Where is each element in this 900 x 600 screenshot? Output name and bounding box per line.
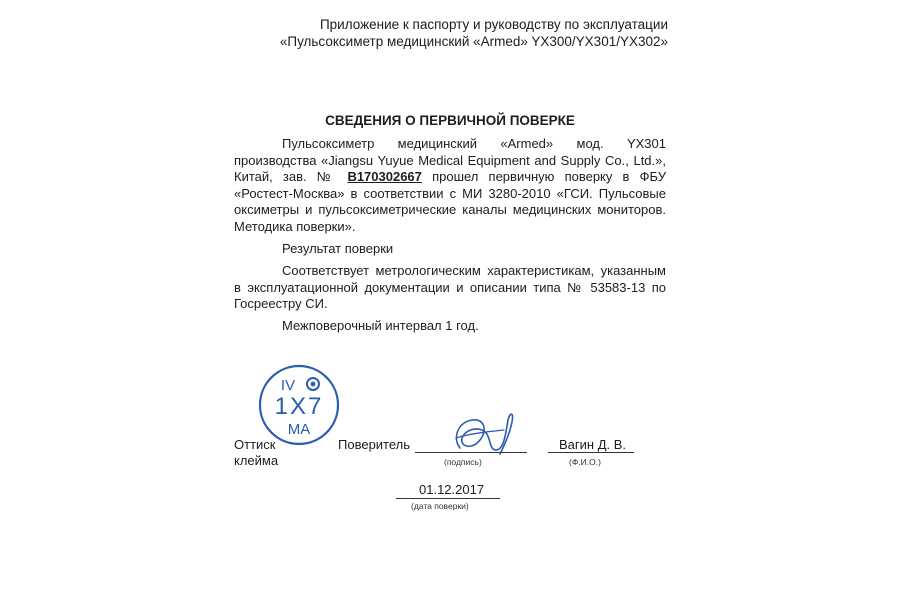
verification-stamp <box>258 364 340 446</box>
document-page <box>232 0 668 600</box>
calibration-interval: Межповерочный интервал 1 год. <box>282 318 479 333</box>
signature-line <box>415 452 527 453</box>
stamp-top-text: IV <box>280 377 296 394</box>
date-line <box>396 498 500 499</box>
paragraph-text-end: прошел первичную поверку в ФБУ «Ростест-Москва» в соответствии с МИ 3280-2010 «ГСИ. Пульсовые оксиметры и пульсоксиметрические каналы медицинских мониторов. Методика поверки». <box>234 169 666 234</box>
document-title: СВЕДЕНИЯ О ПЕРВИЧНОЙ ПОВЕРКЕ <box>325 113 575 128</box>
result-text: Соответствует метрологическим характеристикам, указанным в эксплуатационной документации и описании типа № 53583-13 по Госреестру СИ. <box>234 263 666 312</box>
header-line-2: «Пульсоксиметр медицинский «Armed» YX300/YX301/YX302» <box>279 34 668 49</box>
verification-date: 01.12.2017 <box>419 482 485 497</box>
name-line <box>548 452 634 453</box>
date-caption: (дата поверки) <box>411 501 469 511</box>
header-line-1: Приложение к паспорту и руководству по эксплуатации <box>319 17 668 32</box>
serial-number: B170302667 <box>347 169 422 185</box>
verifier-label: Поверитель <box>338 437 411 452</box>
stamp-middle-text: 1X7 <box>274 393 324 420</box>
result-heading: Результат поверки <box>282 241 394 256</box>
signature-caption: (подпись) <box>444 457 482 467</box>
verifier-name: Вагин Д. В. <box>559 437 627 452</box>
document-header <box>280 16 668 50</box>
paragraph-text-start: Пульсоксиметр медицинский «Armed» мод. YX301 производства «Jiangsu Yuyue Medical Equipment and Supply Co., Ltd.», Китай, зав. № <box>234 136 666 185</box>
stamp-bottom-text: MA <box>287 421 311 438</box>
stamp-label: Оттиск клейма <box>234 437 279 468</box>
verification-paragraph <box>234 136 666 236</box>
name-caption: (Ф.И.О.) <box>569 457 601 467</box>
